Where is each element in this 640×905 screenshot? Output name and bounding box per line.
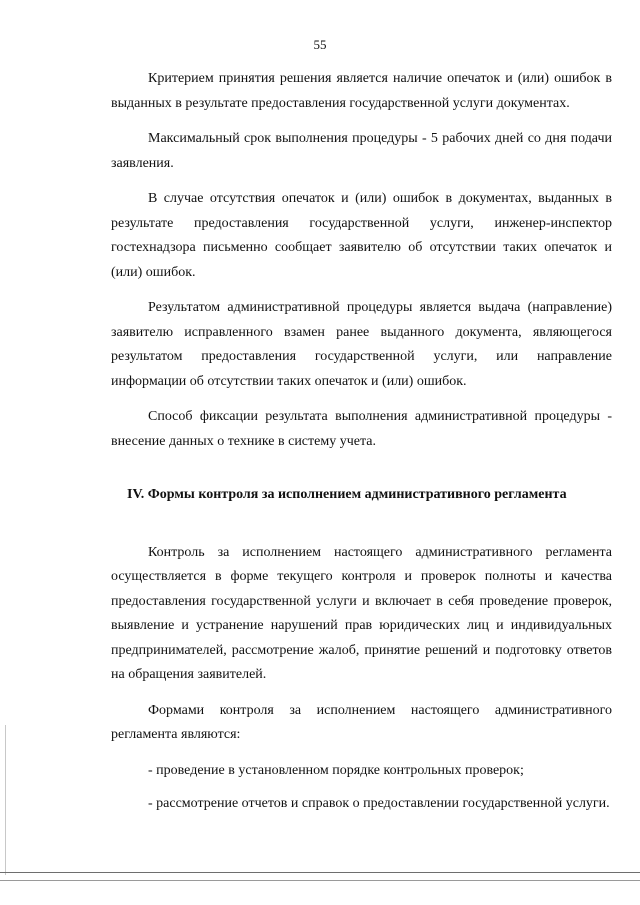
paragraph-max-term: Максимальный срок выполнения процедуры - 5 рабочих дней со дня подачи заявления.	[111, 131, 612, 171]
page-number: 55	[313, 37, 327, 52]
list-item-reports: - рассмотрение отчетов и справок о предоставлении государственной услуги.	[148, 796, 610, 811]
paragraph-result: Результатом административной процедуры является выдача (направление) заявителю исправленного взамен ранее выданного документа, являющегося результатом предоставления государственной услуги, или направление информации об отсутствии таких опечаток и (или) ошибок.	[111, 300, 612, 389]
document-body	[111, 67, 612, 826]
list-item-inspections: - проведение в установленном порядке контрольных проверок;	[148, 762, 524, 778]
paragraph-decision-criterion: Критерием принятия решения является наличие опечаток и (или) ошибок в выданных в результате предоставления государственной услуги документах.	[111, 71, 612, 111]
paragraph-control: Контроль за исполнением настоящего административного регламента осуществляется в форме текущего контроля и проверок полноты и качества предоставления государственной услуги и включает в себя проведение проверок, выявление и устранение нарушений прав юридических лиц и индивидуальных предпринимателей, рассмотрение жалоб, принятие решений и подготовку ответов на обращения заявителей.	[111, 544, 612, 682]
paragraph-fixation-method: Способ фиксации результата выполнения административной процедуры - внесение данных о технике в систему учета.	[111, 409, 612, 449]
scan-margin-mark	[5, 725, 6, 875]
paragraph-no-errors: В случае отсутствия опечаток и (или) ошибок в документах, выданных в результате предоставления государственной услуги, инженер-инспектор гостехнадзора письменно сообщает заявителю об отсутствии таких опечаток и (или) ошибок.	[111, 191, 612, 280]
section-heading: IV. Формы контроля за исполнением административного регламента	[127, 487, 567, 502]
paragraph-control-forms: Формами контроля за исполнением настоящего административного регламента являются:	[111, 702, 612, 742]
scan-edge-line-secondary	[0, 880, 640, 881]
scan-edge-line	[0, 872, 640, 873]
